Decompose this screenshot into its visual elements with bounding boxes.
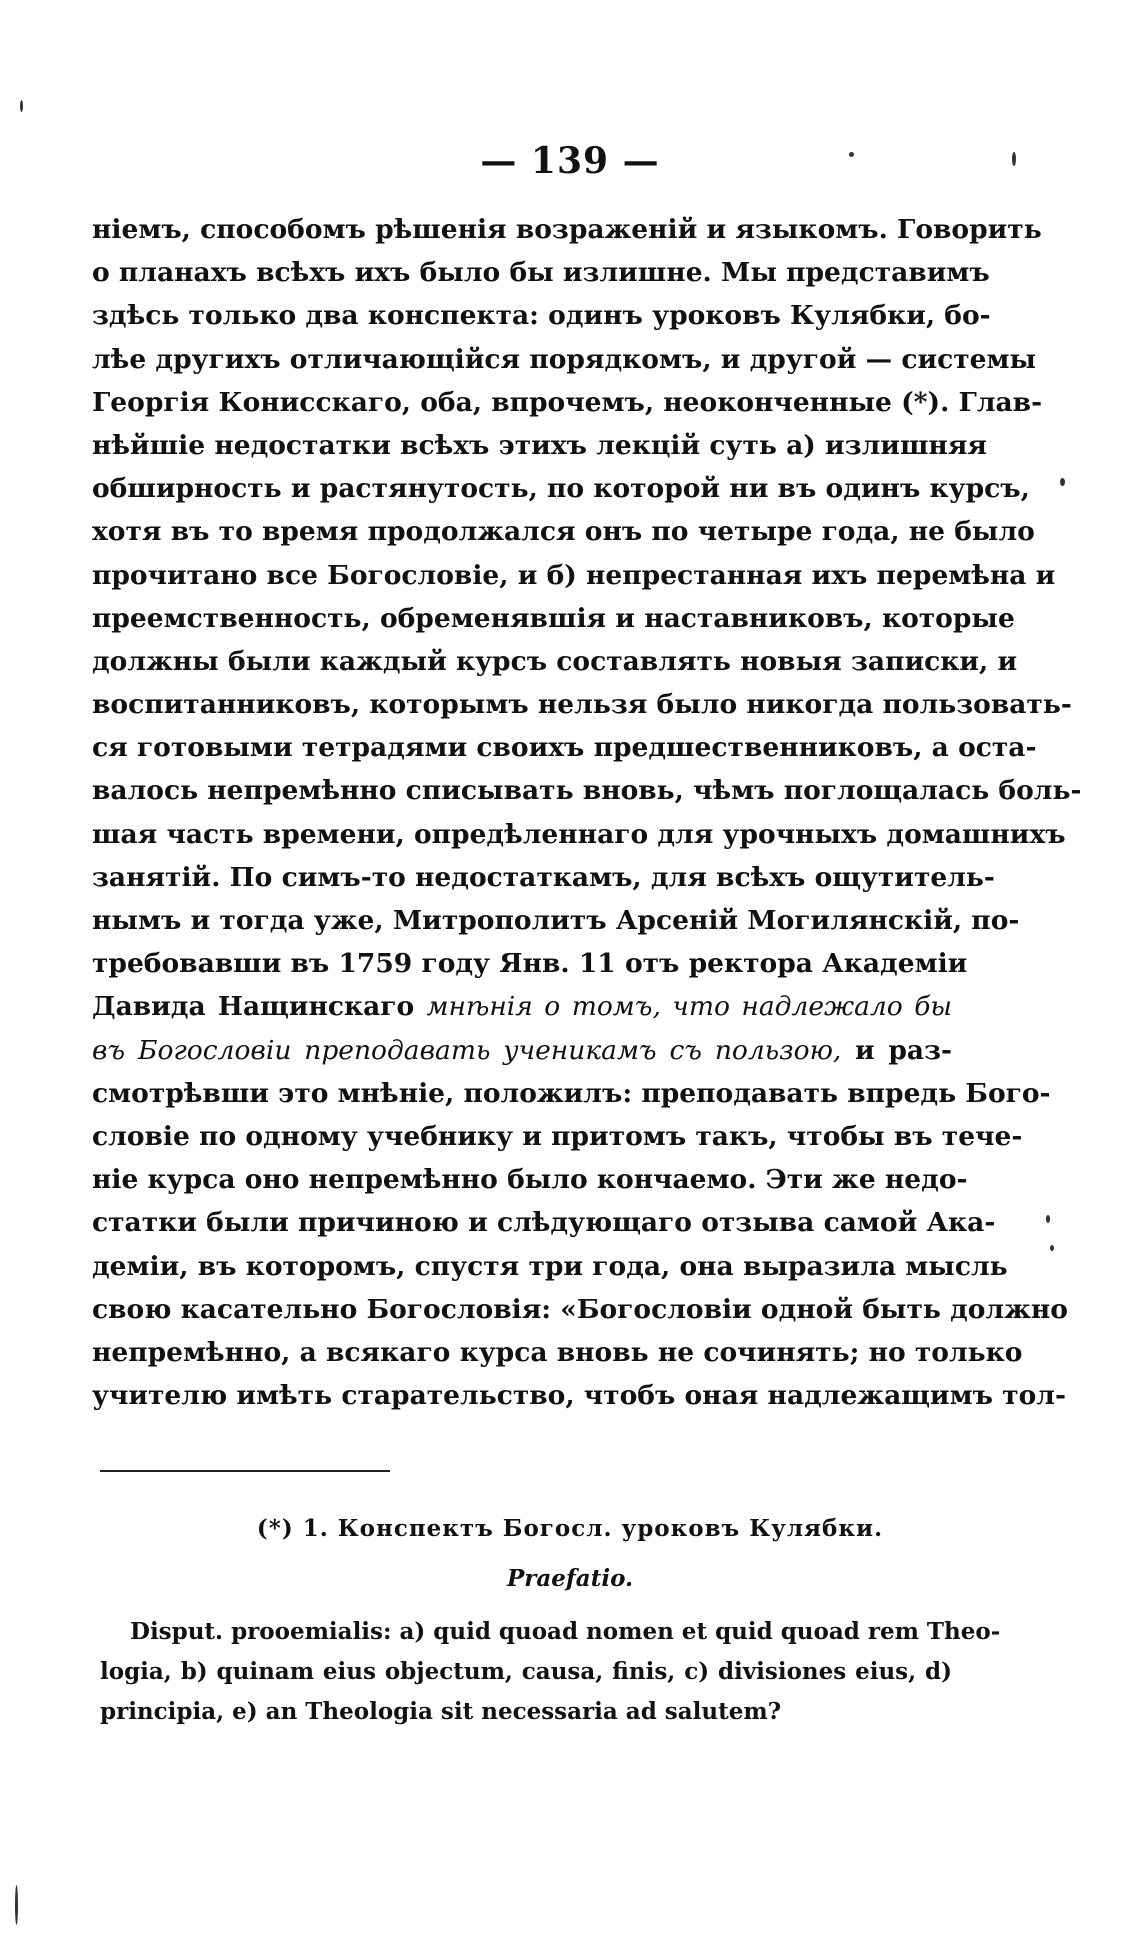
text-line: нѣйшіе недостатки всѣхъ этихъ лекцій суть а) излишняя [92,429,987,461]
italic-quote: въ Богословіи преподавать ученикамъ съ пользою, [92,1034,842,1066]
text-line-mixed [92,985,952,1028]
text-line: словіе по одному учебнику и притомъ такъ, чтобы въ тече- [92,1120,1023,1152]
text-line: о планахъ всѣхъ ихъ было бы излишне. Мы представимъ [92,257,990,289]
text-line: ніемъ, способомъ рѣшенія возраженій и языкомъ. Говорить [92,214,1042,245]
text-line: занятій. По симъ-то недостаткамъ, для всѣхъ ощутитель- [92,861,995,893]
text-line: ся готовыми тетрадями своихъ предшественниковъ, а оста- [92,732,1037,764]
text-line: лѣе другихъ отличающійся порядкомъ, и другой — системы [92,343,1037,375]
text-line: деміи, въ которомъ, спустя три года, она выразила мысль [92,1250,1008,1282]
text-line: статки были причиною и слѣдующаго отзыва самой Ака- [92,1207,996,1239]
footnote-line: Disput. prooemialis: a) quid quoad nomen et quid quoad rem Theo- [130,1618,1001,1645]
footnote-line: principia, e) an Theologia sit necessaria ad salutem? [100,1698,782,1725]
text-line: хотя въ то время продолжался онъ по четыре года, не было [92,516,1035,548]
text-line: ніе курса оно непремѣнно было кончаемо. Эти же недо- [92,1164,968,1196]
scan-speck [1060,478,1065,486]
text-line-mixed [92,1029,952,1072]
main-text [92,208,1082,1417]
text-line: валось непремѣнно списывать вновь, чѣмъ поглощалась боль- [92,775,1082,807]
footnote-subtitle: Praefatio. [506,1565,634,1592]
text-segment: Давида Нащинскаго [92,991,415,1023]
text-line: здѣсь только два конспекта: одинъ уроковъ Кулябки, бо- [92,300,991,332]
scan-speck [1046,1215,1050,1223]
text-line: обширность и растянутость, по которой ни въ одинъ курсъ, [92,473,1030,505]
text-line: свою касательно Богословія: «Богословіи одной быть должно [92,1293,1068,1325]
scan-speck [849,152,854,157]
text-line: требовавши въ 1759 году Янв. 11 отъ ректора Академіи [92,948,968,980]
footnote-title: (*) 1. Конспектъ Богосл. уроковъ Кулябки. [256,1515,884,1542]
footnote-divider [100,1470,390,1472]
italic-quote: мнѣнія о томъ, что надлежало бы [426,991,952,1023]
scan-speck [15,1885,18,1925]
text-line: нымъ и тогда уже, Митрополитъ Арсеній Могилянскій, по- [92,905,1020,936]
footnote-text [100,1612,1001,1732]
text-line: преемственность, обременявшія и наставниковъ, которые [92,602,1015,634]
text-line: учителю имѣть старательство, чтобъ оная надлежащимъ тол- [92,1380,1066,1412]
text-line: шая часть времени, опредѣленнаго для урочныхъ домашнихъ [92,818,1066,850]
text-line: должны были каждый курсъ составлять новыя записки, и [92,645,1018,677]
scan-speck [20,100,23,112]
scan-speck [1050,1245,1054,1251]
text-line: Георгія Конисскаго, оба, впрочемъ, неоконченные (*). Глав- [92,386,1043,418]
scan-speck [1012,152,1016,166]
text-line: смотрѣвши это мнѣніе, положилъ: преподавать впредь Бого- [92,1077,1051,1109]
text-line: прочитано все Богословіе, и б) непрестанная ихъ перемѣна и [92,559,1056,591]
page-number: — 139 — [480,140,660,182]
text-line: воспитанниковъ, которымъ нельзя было никогда пользовать- [92,689,1072,721]
text-segment: и раз- [855,1034,953,1066]
footnote-line: logia, b) quinam eius objectum, causa, finis, c) divisiones eius, d) [100,1658,952,1685]
text-line: непремѣнно, а всякаго курса вновь не сочинять; но только [92,1336,1023,1368]
